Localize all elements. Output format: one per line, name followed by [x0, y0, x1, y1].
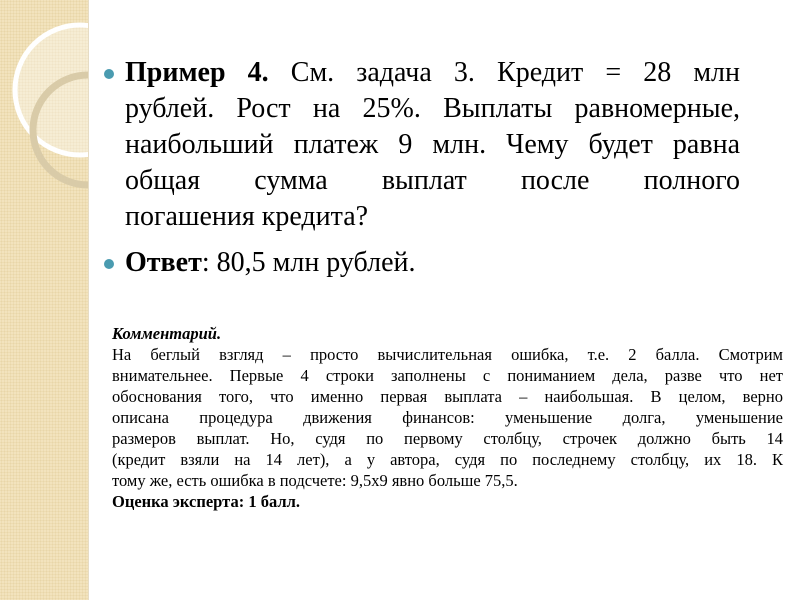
comment-line: описана процедура движения финансов: уменьшение долга, уменьшение	[112, 408, 783, 427]
comment-line: обоснования того, что именно первая выплата – наибольшая. В целом, верно	[112, 387, 783, 406]
bullet-answer	[100, 245, 740, 281]
decorative-sidebar	[0, 0, 89, 600]
example-line: рублей. Рост на 25%. Выплаты равномерные,	[125, 93, 740, 124]
expert-score: Оценка эксперта: 1 балл.	[112, 492, 300, 511]
decorative-rings-icon	[0, 0, 88, 600]
example-line: Пример 4. См. задача 3. Кредит = 28 млн	[125, 57, 740, 88]
comment-line: На беглый взгляд – просто вычислительная ошибка, т.е. 2 балла. Смотрим	[112, 345, 783, 364]
comment-title: Комментарий.	[112, 324, 222, 343]
comment-line: внимательнее. Первые 4 строки заполнены с пониманием дела, разве что нет	[112, 366, 783, 385]
bullet-icon	[104, 69, 114, 79]
comment-line: (кредит взяли на 14 лет), а у автора, судя по последнему столбцу, их 18. К	[112, 450, 783, 469]
slide-body	[100, 55, 740, 281]
comment-line: тому же, есть ошибка в подсчете: 9,5х9 явно больше 75,5.	[112, 471, 518, 490]
expert-comment	[112, 323, 783, 512]
example-line: наибольший платеж 9 млн. Чему будет равна	[125, 129, 740, 160]
example-line: общая сумма выплат после полного	[125, 165, 740, 196]
bullet-icon	[104, 259, 114, 269]
answer-label: Ответ	[125, 247, 202, 278]
comment-line: размеров выплат. Но, судя по первому столбцу, строчек должно быть 14	[112, 429, 783, 448]
bullet-example	[100, 55, 740, 235]
answer-text: : 80,5 млн рублей.	[201, 247, 416, 278]
example-line: погашения кредита?	[125, 201, 369, 232]
